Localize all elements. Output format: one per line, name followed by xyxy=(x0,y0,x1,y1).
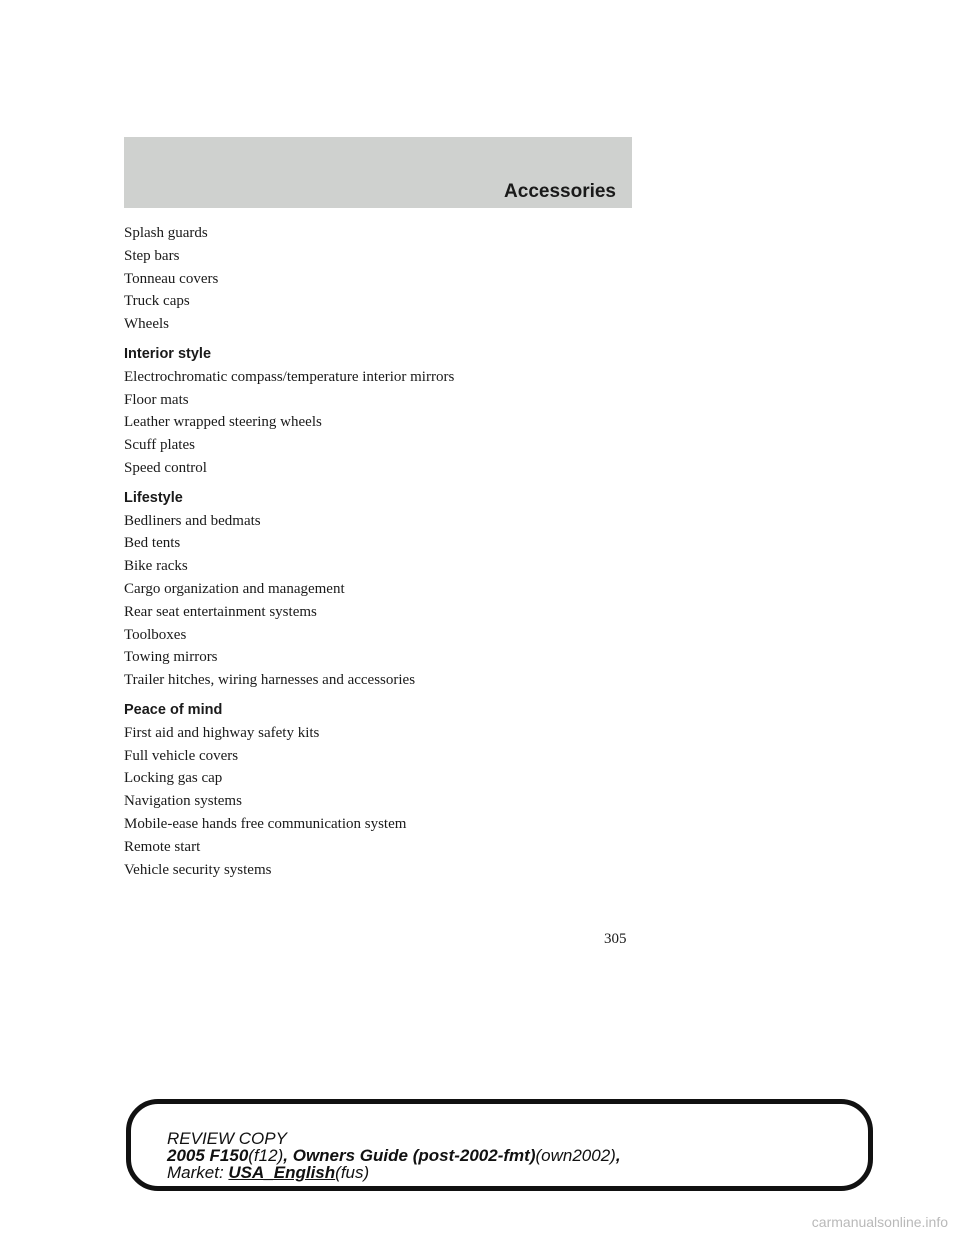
list-item: Scuff plates xyxy=(124,437,195,454)
list-item: Splash guards xyxy=(124,225,208,241)
model-code: (f12) xyxy=(248,1146,284,1165)
list-item: Locking gas cap xyxy=(124,770,223,787)
list-item: Cargo organization and management xyxy=(124,580,345,597)
list-item: Wheels xyxy=(124,316,169,333)
list-item: Toolboxes xyxy=(124,626,187,643)
market-name: USA_English xyxy=(228,1163,336,1182)
model-name: 2005 F150 xyxy=(167,1146,249,1165)
review-copy-box xyxy=(126,1099,873,1191)
list-item: Leather wrapped steering wheels xyxy=(124,414,322,431)
review-copy-label: REVIEW COPY xyxy=(167,1129,287,1148)
list-item: Tonneau covers xyxy=(124,270,219,287)
market-line xyxy=(167,1164,621,1181)
list-item: Bike racks xyxy=(124,558,188,575)
guide-code: (own2002) xyxy=(535,1146,616,1165)
section-heading: Interior style xyxy=(124,345,212,362)
page-number: 305 xyxy=(604,931,627,947)
list-item: First aid and highway safety kits xyxy=(124,724,320,741)
list-item: Full vehicle covers xyxy=(124,747,239,764)
document-id-line: 2005 F150(f12), Owners Guide (post-2002-fmt)(own2002), xyxy=(167,1146,621,1165)
list-item: Step bars xyxy=(124,247,180,264)
list-item: Towing mirrors xyxy=(124,649,218,666)
list-item: Electrochromatic compass/temperature interior mirrors xyxy=(124,368,455,385)
list-item: Remote start xyxy=(124,838,201,855)
list-item: Trailer hitches, wiring harnesses and accessories xyxy=(124,672,416,689)
list-item: Vehicle security systems xyxy=(124,861,272,878)
list-item: Truck caps xyxy=(124,293,190,310)
watermark: carmanualsonline.info xyxy=(811,1214,948,1230)
section-heading: Lifestyle xyxy=(124,489,183,506)
list-item: Navigation systems xyxy=(124,793,242,810)
market-code: (fus) xyxy=(335,1163,370,1182)
market-label: Market: xyxy=(167,1163,229,1182)
section-header-bar xyxy=(124,137,632,208)
section-heading: Peace of mind xyxy=(124,701,223,718)
accessories-list xyxy=(124,222,632,881)
guide-name: Owners Guide (post-2002-fmt) xyxy=(292,1146,536,1165)
list-item: Floor mats xyxy=(124,391,189,408)
list-item: Rear seat entertainment systems xyxy=(124,603,317,620)
list-item: Bed tents xyxy=(124,535,181,552)
review-copy-text xyxy=(167,1130,621,1181)
list-item: Bedliners and bedmats xyxy=(124,512,261,529)
list-item: Speed control xyxy=(124,459,207,476)
section-title: Accessories xyxy=(504,181,616,202)
list-item: Mobile-ease hands free communication system xyxy=(124,815,407,832)
